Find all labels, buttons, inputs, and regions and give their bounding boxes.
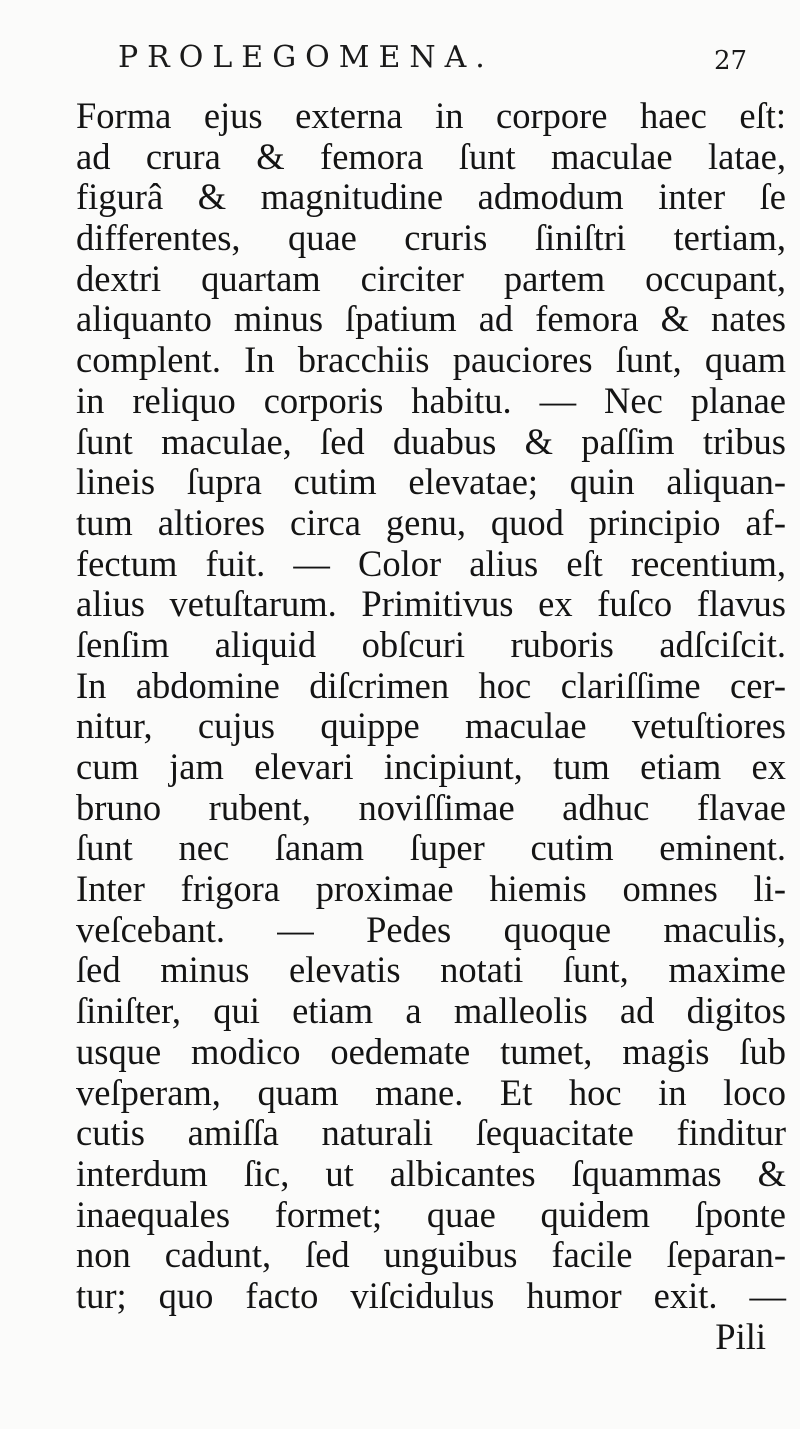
text-line: tum altiores circa genu, quod principio af- — [76, 501, 786, 543]
text-line: differentes, quae cruris ſiniſtri tertiam, — [76, 217, 786, 259]
text-line: lineis ſupra cutim elevatae; quin aliquan- — [76, 461, 786, 503]
text-line: alius vetuſtarum. Primitivus ex fuſco flavus — [76, 583, 786, 625]
page-number: 27 — [714, 46, 748, 76]
text-line: aliquanto minus ſpatium ad femora & nates — [76, 298, 786, 340]
text-line: complent. In bracchiis pauciores ſunt, quam — [76, 339, 786, 381]
text-line: non cadunt, ſed unguibus facile ſeparan- — [76, 1234, 786, 1276]
text-line: cum jam elevari incipiunt, tum etiam ex — [76, 746, 786, 787]
text-line: Forma ejus externa in corpore haec eſt: — [76, 95, 786, 136]
text-line: veſperam, quam mane. Et hoc in loco — [76, 1071, 786, 1113]
text-line: ſenſim aliquid obſcuri ruboris adſciſcit. — [76, 623, 786, 665]
running-head-title: PROLEGOMENA. — [118, 40, 494, 75]
text-line: fectum fuit. — Color alius eſt recentium, — [76, 542, 786, 584]
text-line: usque modico oedemate tumet, magis ſub — [76, 1030, 786, 1072]
text-line: ſiniſter, qui etiam a malleolis ad digitos — [76, 990, 786, 1032]
text-line: dextri quartam circiter partem occupant, — [76, 257, 786, 299]
text-line: ſunt nec ſanam ſuper cutim eminent. — [76, 827, 786, 869]
text-line: In abdomine diſcrimen hoc clariſſime cer- — [76, 664, 786, 706]
text-line: ſunt maculae, ſed duabus & paſſim tribus — [76, 420, 786, 462]
text-line: cutis amiſſa naturali ſequacitate finditur — [76, 1112, 786, 1154]
body-text — [76, 96, 786, 1357]
text-line: inaequales formet; quae quidem ſponte — [76, 1193, 786, 1235]
text-line: Inter frigora proximae hiemis omnes li- — [76, 868, 786, 910]
text-line: ſed minus elevatis notati ſunt, maxime — [76, 949, 786, 991]
text-line: tur; quo facto viſcidulus humor exit. — — [76, 1274, 786, 1316]
text-line: figurâ & magnitudine admodum inter ſe — [76, 176, 786, 218]
text-line: veſcebant. — Pedes quoque maculis, — [76, 908, 786, 950]
catchword: Pili — [715, 1315, 766, 1357]
text-line: in reliquo corporis habitu. — Nec planae — [76, 379, 786, 421]
text-line: bruno rubent, noviſſimae adhuc flavae — [76, 786, 786, 828]
text-line: interdum ſic, ut albicantes ſquammas & — [76, 1152, 786, 1194]
text-line: ad crura & femora ſunt maculae latae, — [76, 135, 786, 177]
text-line: nitur, cujus quippe maculae vetuſtiores — [76, 705, 786, 747]
